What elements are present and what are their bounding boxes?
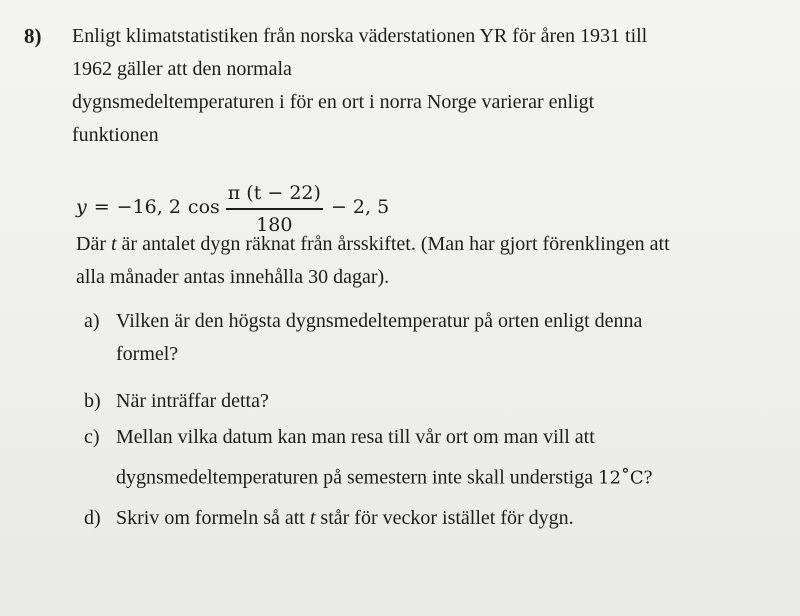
formula-coefficient: −16, 2 — [116, 196, 181, 218]
formula-equals: = — [93, 196, 110, 218]
question-line — [116, 502, 766, 535]
question-label: a) — [84, 310, 100, 332]
temperature-value: 12 — [598, 467, 621, 489]
question-label: b) — [84, 390, 101, 412]
intro-line: dygnsmedeltemperaturen i för en ort i norra Norge varierar enligt — [72, 91, 595, 113]
description-text: är antalet dygn räknat från årsskiftet. (Man har gjort förenklingen att — [116, 233, 670, 255]
question-label: c) — [84, 426, 100, 448]
formula-lhs: y — [76, 196, 87, 218]
formula-cos: cos — [187, 196, 220, 218]
variable-description — [76, 228, 776, 294]
question-mark: ? — [643, 466, 653, 489]
variable-t: t — [110, 233, 117, 255]
description-text: Där — [76, 233, 111, 255]
fraction-denominator: 180 — [256, 213, 293, 236]
intro-line: Enligt klimatstatistiken från norska väderstationen YR för åren 1931 till — [72, 25, 648, 47]
question-line: formel? — [116, 343, 179, 365]
question-label: d) — [84, 507, 101, 529]
problem-intro — [72, 20, 772, 152]
question-line: När inträffar detta? — [116, 390, 269, 412]
description-line-2: alla månader antas innehålla 30 dagar). — [76, 266, 390, 288]
description-line-1 — [76, 228, 776, 261]
formula-tail: − 2, 5 — [330, 196, 390, 218]
question-line-text: Skriv om formeln så att — [116, 507, 310, 529]
question-line: Vilken är den högsta dygnsmedeltemperatur på orten enligt denna — [116, 310, 643, 332]
degree-symbol: ∘ — [620, 460, 630, 481]
fraction-numerator: π (t − 22) — [227, 182, 321, 205]
question-line-text: dygnsmedeltemperaturen på semestern inte skall understiga — [116, 466, 599, 489]
question-text — [116, 421, 766, 495]
question-text — [116, 305, 766, 371]
problem-number: 8) — [24, 24, 42, 48]
question-line-text: står för veckor istället för dygn. — [315, 507, 574, 529]
question-line: Mellan vilka datum kan man resa till vår ort om man vill att — [116, 426, 595, 448]
intro-line: 1962 gäller att den normala — [72, 58, 292, 80]
question-text — [116, 502, 766, 535]
temperature-unit: C — [629, 467, 644, 489]
question-line — [116, 454, 766, 495]
question-text — [116, 385, 766, 418]
variable-t: t — [309, 507, 316, 529]
intro-line: funktionen — [72, 124, 159, 146]
